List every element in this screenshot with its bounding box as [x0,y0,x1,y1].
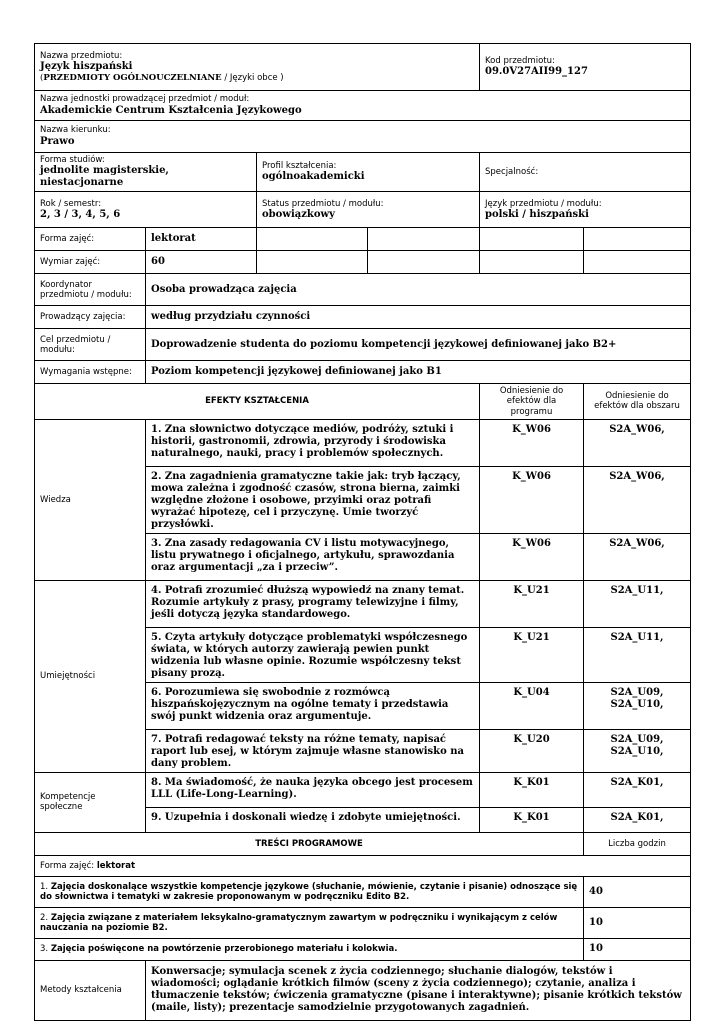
empty-cell [584,251,691,274]
hours-label: Wymiar zajęć: [35,251,146,274]
effects-group-skills: Umiejętności [35,580,146,772]
effects-program-header: Odniesienie do efektów dla programu [480,384,584,420]
field-value: Prawo [40,135,75,147]
content-row-text: Zajęcia związane z materiałem leksykalno-gramatycznym zawartym w podręczniku i wynikającym z celów nauczania na poziomie B2. [40,912,558,933]
empty-cell [368,228,480,251]
field-label: Nazwa kierunku: [40,125,111,136]
content-row [35,938,584,960]
coordinator-value: Osoba prowadząca zajęcia [146,274,691,306]
empty-cell [584,228,691,251]
hours-value: 60 [146,251,257,274]
code-label: Kod przedmiotu: [485,55,555,66]
profile-label: Profil kształcenia: [262,161,337,171]
specialty-label: Specjalność: [485,167,539,177]
unit-cell [35,91,691,121]
content-title: TREŚCI PROGRAMOWE [35,832,584,855]
form-cell [35,153,257,192]
effect-program-code: K_K01 [480,807,584,832]
code-value: 09.0V27AII99_127 [485,66,588,78]
effect-text: 9. Uzupełnia i doskonali wiedzę i zdobyte umiejętności. [146,807,480,832]
content-row-hours: 40 [584,876,691,907]
language-label: Język przedmiotu / modułu: [485,198,602,209]
content-row-hours: 10 [584,938,691,960]
teacher-value: według przydziału czynności [146,306,691,329]
empty-cell [480,251,584,274]
effect-program-code: K_U21 [480,627,584,682]
status-value: obowiązkowy [262,208,335,220]
unit-value: Akademickie Centrum Kształcenia Językowego [40,104,302,116]
effect-text: 1. Zna słownictwo dotyczące mediów, podróży, sztuki i historii, gastronomii, zdrowia, przyrody i środowiska naturalnego, nauki, pracy i problemów społecznych. [146,419,480,466]
effects-area-header: Odniesienie do efektów dla obszaru [584,384,691,420]
empty-cell [257,251,368,274]
effect-area-code: S2A_U09, S2A_U10, [584,682,691,729]
effect-text: 4. Potrafi zrozumieć dłuższą wypowiedź na znany temat. Rozumie artykuły z prasy, programy telewizyjne i filmy, jeśli dotyczą języka standardowego. [146,580,480,627]
effect-area-code: S2A_U11, [584,580,691,627]
content-row [35,876,584,907]
content-row-number: 3. [40,944,51,955]
form-label: Forma studiów: [40,155,105,165]
profile-cell [257,153,480,192]
specialty-cell [480,153,691,192]
effect-area-code: S2A_K01, [584,807,691,832]
syllabus-page [34,43,690,1021]
requirements-value: Poziom kompetencji językowej definiowanej jako B1 [146,361,691,384]
class-form-label: Forma zajęć: [35,228,146,251]
content-form-label: Forma zajęć: [40,860,97,871]
syllabus-table [34,43,691,1021]
teacher-label: Prowadzący zajęcia: [35,306,146,329]
form-value: jednolite magisterskie, niestacjonarne [40,165,169,189]
effects-title: EFEKTY KSZTAŁCENIA [35,384,480,420]
content-form-value: lektorat [96,860,136,871]
effect-area-code: S2A_W06, [584,419,691,466]
empty-cell [480,228,584,251]
effect-area-code: S2A_K01, [584,772,691,807]
subject-group-suffix: / Języki obce ) [221,73,284,83]
effect-area-code: S2A_W06, [584,466,691,533]
field-cell [35,121,691,153]
content-row-hours: 10 [584,907,691,938]
effect-text: 5. Czyta artykuły dotyczące problematyki współczesnego świata, w których autorzy zawierają pewien punkt widzenia lub własne opinie. Rozumie współczesny tekst pisany prozą. [146,627,480,682]
year-label: Rok / semestr: [40,198,102,209]
effect-text: 6. Porozumiewa się swobodnie z rozmówcą hiszpańskojęzycznym na ogólne tematy i przedstawia swój punkt widzenia oraz argumentuje. [146,682,480,729]
effect-program-code: K_W06 [480,419,584,466]
class-form-value: lektorat [146,228,257,251]
effect-program-code: K_K01 [480,772,584,807]
content-row-number: 1. [40,881,51,892]
effect-area-code: S2A_W06, [584,533,691,580]
content-row-text: Zajęcia doskonalące wszystkie kompetencje językowe (słuchanie, mówienie, czytanie i pisanie) odnoszące się do słownictwa i tematyki w zakresie proponowanym w podręczniku Edito B2. [40,881,578,902]
year-cell [35,192,257,228]
content-hours-header: Liczba godzin [584,832,691,855]
effect-program-code: K_U20 [480,729,584,772]
profile-value: ogólnoakademicki [262,171,365,183]
methods-label: Metody kształcenia [35,960,146,1020]
subject-name: Język hiszpański [40,61,133,72]
effect-program-code: K_W06 [480,466,584,533]
language-value: polski / hiszpański [485,208,589,220]
unit-label: Nazwa jednostki prowadzącej przedmiot / moduł: [40,94,250,105]
effect-area-code: S2A_U11, [584,627,691,682]
goal-value: Doprowadzenie studenta do poziomu kompetencji językowej definiowanej jako B2+ [146,329,691,361]
effect-program-code: K_W06 [480,533,584,580]
subject-label: Nazwa przedmiotu: [40,50,123,61]
requirements-label: Wymagania wstępne: [35,361,146,384]
content-form-row [35,855,691,876]
effects-group-social: Kompetencje społeczne [35,772,146,832]
subject-group: PRZEDMIOTY OGÓLNOUCZELNIANE [43,73,222,83]
goal-label: Cel przedmiotu / modułu: [35,329,146,361]
effect-text: 7. Potrafi redagować teksty na różne tematy, napisać raport lub esej, w którym zajmuje własne stanowisko na dany problem. [146,729,480,772]
subject-cell: Nazwa przedmiotu: Język hiszpański (PRZEDMIOTY OGÓLNOUCZELNIANE / Języki obce ) [35,44,480,91]
effect-program-code: K_U04 [480,682,584,729]
status-cell [257,192,480,228]
empty-cell [257,228,368,251]
effect-text: 2. Zna zagadnienia gramatyczne takie jak: tryb łączący, mowa zależna i zgodność czasów, strona bierna, zaimki względne złożone i osobowe, przyimki oraz potrafi wyrażać hipotezę, cel i przyczynę. Umie tworzyć przysłówki. [146,466,480,533]
empty-cell [368,251,480,274]
year-value: 2, 3 / 3, 4, 5, 6 [40,208,121,220]
methods-value: Konwersacje; symulacja scenek z życia codziennego; słuchanie dialogów, tekstów i wiadomości; oglądanie krótkich filmów (sceny z życia codziennego); czytanie, analiza i tłumaczenie tekstów; ćwiczenia gramatyczne (pisane i interaktywne); pisanie krótkich tekstów (maile, listy); prezentacje samodzielnie przygotowanych zagadnień. [146,960,691,1020]
coordinator-label: Koordynator przedmiotu / modułu: [35,274,146,306]
effect-area-code: S2A_U09, S2A_U10, [584,729,691,772]
content-row-number: 2. [40,912,51,923]
content-row [35,907,584,938]
effect-text: 3. Zna zasady redagowania CV i listu motywacyjnego, listu prywatnego i oficjalnego, artykułu, sprawozdania oraz argumentacji „za i przeciw”. [146,533,480,580]
language-cell [480,192,691,228]
code-cell [480,44,691,91]
content-row-text: Zajęcia poświęcone na powtórzenie przerobionego materiału i kolokwia. [50,944,398,955]
status-label: Status przedmiotu / modułu: [262,198,384,209]
effects-group-knowledge: Wiedza [35,419,146,580]
effect-text: 8. Ma świadomość, że nauka języka obcego jest procesem LLL (Life-Long-Learning). [146,772,480,807]
effect-program-code: K_U21 [480,580,584,627]
